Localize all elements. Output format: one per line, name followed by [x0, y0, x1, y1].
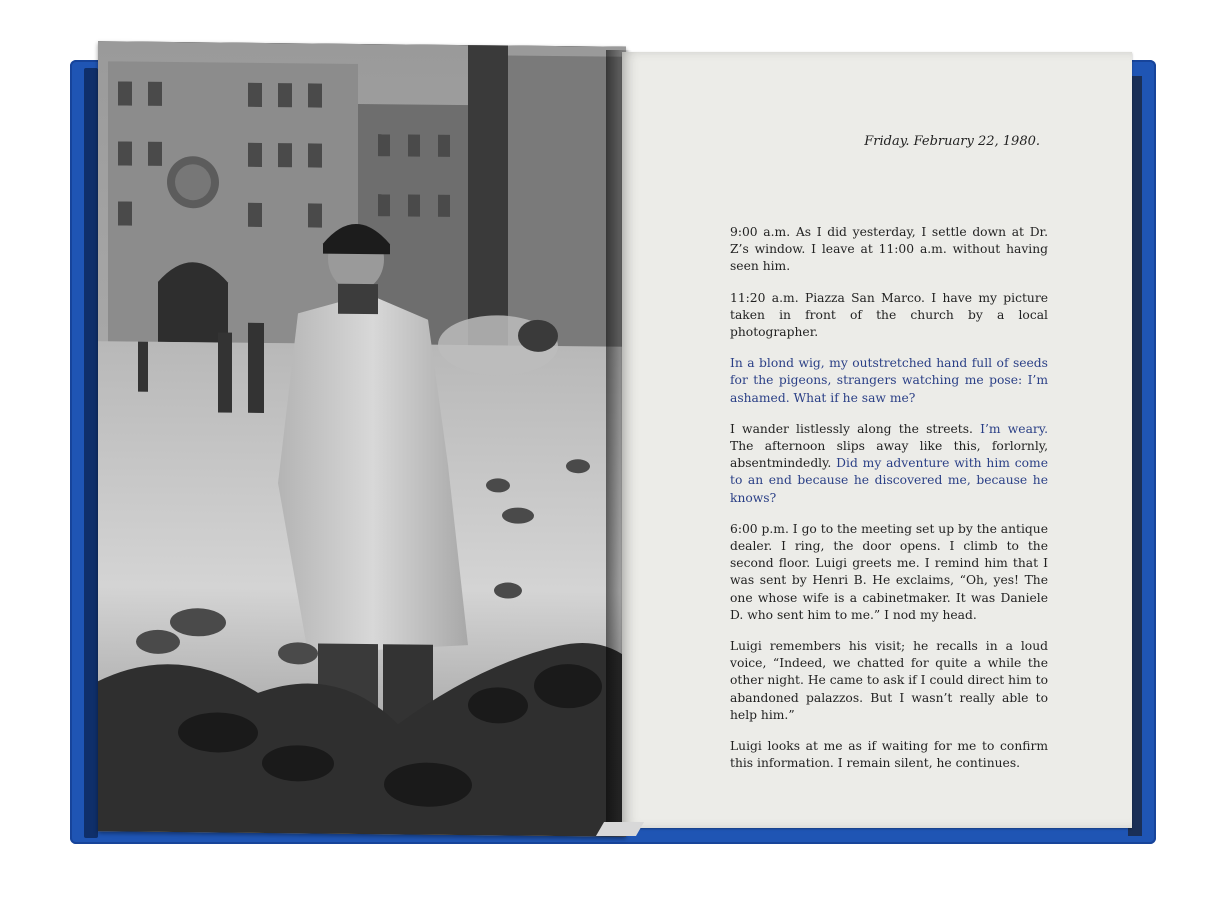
- paragraph-2: 11:20 a.m. Piazza San Marco. I have my picture taken in front of the church by a local photographer.: [730, 290, 1048, 340]
- right-page: [622, 52, 1132, 828]
- paragraph-7: Luigi looks at me as if waiting for me to confirm this information. I remain silent, he continues.: [730, 739, 1048, 771]
- cover-edge-left: [84, 68, 98, 838]
- paragraph-4: I wander listlessly along the streets. I’m weary. The afternoon slips away like this, forlornly, absentmindedly. Did my adventure with him come to an end because he discovered me, because he knows?: [730, 421, 1049, 505]
- left-page-photograph: [98, 41, 626, 837]
- piazza-photo: [98, 41, 626, 837]
- entry-date: Friday. February 22, 1980.: [864, 134, 1040, 149]
- paragraph-1: 9:00 a.m. As I did yesterday, I settle down at Dr. Z’s window. I leave at 11:00 a.m. without having seen him.: [730, 225, 1048, 274]
- paragraph-3: In a blond wig, my outstretched hand full of seeds for the pigeons, strangers watching me pose: I’m ashamed. What if he saw me?: [730, 356, 1048, 405]
- paragraph-6: Luigi remembers his visit; he recalls in a loud voice, “Indeed, we chatted for quite a while the other night. He came to ask if I could direct him to abandoned palazzos. But I wasn’t really able to help him.”: [730, 639, 1048, 722]
- journal-text: [730, 224, 1048, 786]
- paragraph-5: 6:00 p.m. I go to the meeting set up by the antique dealer. I ring, the door opens. I climb to the second floor. Luigi greets me. I remind him that I was sent by Henri B. He exclaims, “Oh, yes! The one whose wife is a cabinetmaker. It was Daniele D. who sent him to me.” I nod my head.: [730, 521, 1048, 622]
- page-edge: [596, 822, 644, 836]
